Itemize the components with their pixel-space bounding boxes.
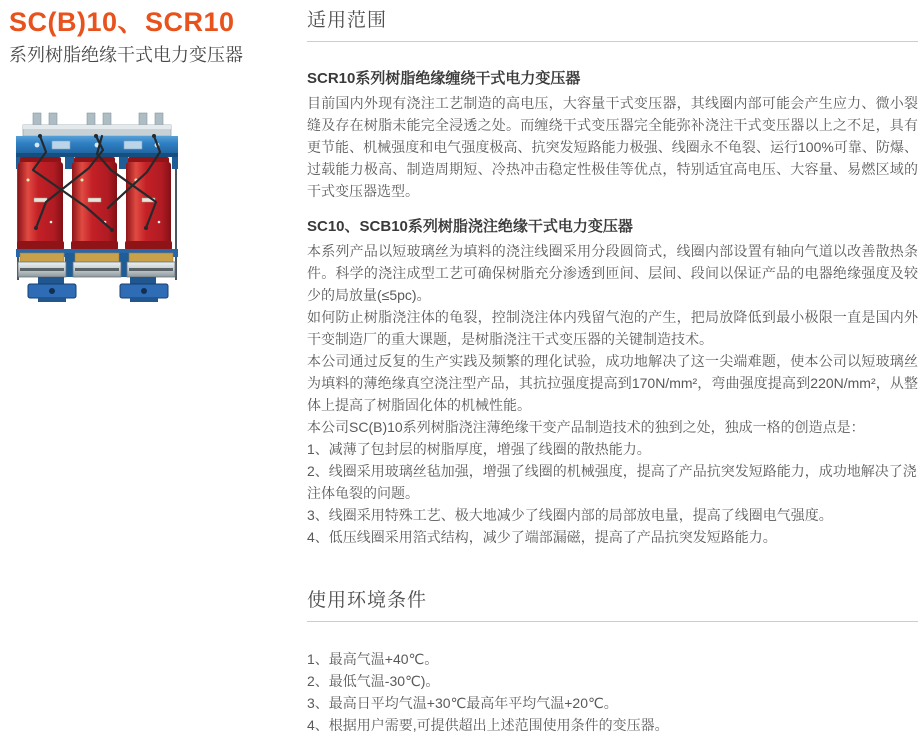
feature-point: 1、减薄了包封层的树脂厚度，增强了线圈的散热能力。 <box>307 441 651 457</box>
paragraph-sc10-2: 如何防止树脂浇注体的龟裂，控制浇注体内残留气泡的产生，把局放降低到最小极限一直是国内外干变制造厂的重大课题，是树脂浇注干式变压器的关键制造技术。 <box>307 309 918 347</box>
transformer-photo <box>16 112 178 304</box>
divider-line <box>307 41 918 42</box>
section-heading-scope: 适用范围 <box>307 10 388 31</box>
paragraph-sc10-4: 本公司SC(B)10系列树脂浇注薄绝缘干变产品制造技术的独到之处，独成一格的创造点是： <box>307 419 865 435</box>
environment-condition: 4、根据用户需要,可提供超出上述范围使用条件的变压器。 <box>307 717 669 733</box>
environment-condition: 3、最高日平均气温+30℃最高年平均气温+20℃。 <box>307 695 618 711</box>
right-column <box>307 8 918 736</box>
paragraph-scr10: 目前国内外现有浇注工艺制造的高电压，大容量干式变压器，其线圈内部可能会产生应力、微小裂缝及存在树脂未能完全浸透之处。而缠绕干式变压器完全能弥补浇注干式变压器以上之不足，具有更节能、机械强度和电气强度极高、抗突发短路能力极强、线圈永不龟裂、运行100%可靠、防爆、过载能力极高、制造周期短、冷热冲击稳定性极佳等优点，特别适宜高电压、大容量、易燃区域的干式变压器选型。 <box>307 95 918 199</box>
divider-line <box>307 621 918 622</box>
subsection-title-sc10: SC10、SCB10系列树脂浇注绝缘干式电力变压器 <box>307 218 633 235</box>
feature-point: 2、线圈采用玻璃丝毡加强，增强了线圈的机械强度，提高了产品抗突发短路能力，成功地解决了浇注体龟裂的问题。 <box>307 463 917 501</box>
left-column <box>9 6 299 67</box>
paragraph-sc10-3: 本公司通过反复的生产实践及频繁的理化试验，成功地解决了这一尖端难题，使本公司以短玻璃丝为填料的薄绝缘真空浇注型产品，其抗拉强度提高到170N/mm²，弯曲强度提高到220N/mm²，从整体上提高了树脂固化体的机械性能。 <box>307 353 918 413</box>
page-subtitle: 系列树脂绝缘干式电力变压器 <box>9 45 243 65</box>
feature-points-list <box>307 438 918 548</box>
transformer-illustration <box>16 112 178 304</box>
environment-condition: 1、最高气温+40℃。 <box>307 651 439 667</box>
feature-point: 3、线圈采用特殊工艺、极大地减少了线圈内部的局部放电量，提高了线圈电气强度。 <box>307 507 833 523</box>
environment-section <box>307 588 918 736</box>
environment-condition: 2、最低气温-30℃)。 <box>307 673 440 689</box>
page-title: SC(B)10、SCR10 <box>9 7 235 37</box>
paragraph-sc10-1: 本系列产品以短玻璃丝为填料的浇注线圈采用分段圆筒式，线圈内部设置有轴向气道以改善散热条件。科学的浇注成型工艺可确保树脂充分渗透到匝间、层间、段间以保证产品的电器绝缘强度及较少的局放量(≤5pc)。 <box>307 243 918 303</box>
subsection-title-scr10: SCR10系列树脂绝缘缠绕干式电力变压器 <box>307 70 581 87</box>
environment-conditions-list <box>307 648 918 736</box>
feature-point: 4、低压线圈采用箔式结构，减少了端部漏磁，提高了产品抗突发短路能力。 <box>307 529 777 545</box>
section-heading-environment: 使用环境条件 <box>307 590 428 611</box>
